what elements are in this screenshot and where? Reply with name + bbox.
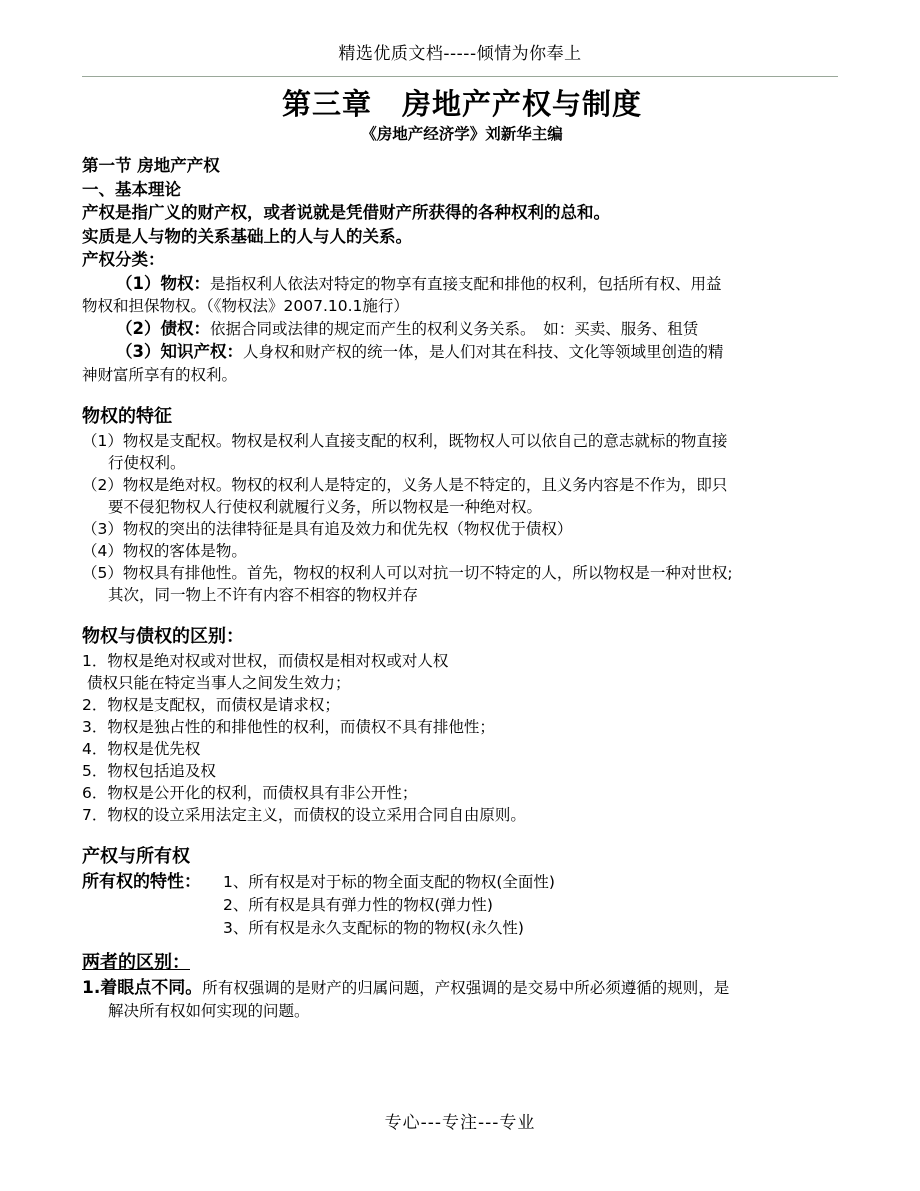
difference-line-5: 5．物权包括追及权 <box>82 761 216 780</box>
difference-line-4: 4．物权是优先权 <box>82 739 201 758</box>
spacer <box>82 826 842 843</box>
list-item-label: （2）债权 <box>116 318 194 338</box>
feature-line-1-cont: 行使权利。 <box>108 453 186 472</box>
difference-line-1-cont: 债权只能在特定当事人之间发生效力； <box>82 673 351 692</box>
spacer <box>82 386 842 403</box>
ownership-traits-row <box>82 870 842 940</box>
paragraph-definition-2: 实质是人与物的关系基础上的人与人的关系。 <box>82 226 412 246</box>
list-item-label: （3）知识产权 <box>116 342 227 362</box>
feature-line-1: （1）物权是支配权。物权是权利人直接支配的权利，既物权人可以依自己的意志就标的物直接 <box>82 431 728 450</box>
difference-line-1: 1．物权是绝对权或对世权，而债权是相对权或对人权 <box>82 651 449 670</box>
document-body <box>82 86 842 1022</box>
spacer <box>82 606 842 623</box>
list-item-property-right <box>82 272 842 295</box>
list-item-creditor-right <box>82 317 842 340</box>
heading-ownership: 产权与所有权 <box>82 845 190 867</box>
feature-line-5: （5）物权具有排他性。首先，物权的权利人可以对抗一切不特定的人，所以物权是一种对世权; <box>82 563 733 582</box>
paragraph-definition-1: 产权是指广义的财产权，或者说就是凭借财产所获得的各种权利的总和。 <box>82 203 610 223</box>
feature-line-5-cont: 其次，同一物上不许有内容不相容的物权并存 <box>108 585 419 604</box>
subsection-heading-1: 一、基本理论 <box>82 179 181 199</box>
ownership-trait-2: 2、所有权是具有弹力性的物权(弹力性) <box>223 895 493 914</box>
list-item-text: 人身权和财产权的统一体，是人们对其在科技、文化等领域里创造的精 <box>242 343 724 362</box>
difference-line-3: 3．物权是独占性的和排他性的权利，而债权不具有排他性； <box>82 717 495 736</box>
header-divider <box>82 76 838 77</box>
feature-line-3: （3）物权的突出的法律特征是具有追及效力和优先权（物权优于债权） <box>82 519 573 538</box>
ownership-trait-1: 1、所有权是对于标的物全面支配的物权(全面性) <box>223 872 555 891</box>
list-item-text: 是指权利人依法对特定的物享有直接支配和排他的权利，包括所有权、用益 <box>209 274 722 293</box>
feature-line-2: （2）物权是绝对权。物权的权利人是特定的，义务人是不特定的，且义务内容是不作为，即只 <box>82 475 728 494</box>
ownership-traits-label: 所有权的特性： <box>82 871 201 892</box>
difference-line-7: 7．物权的设立采用法定主义，而债权的设立采用合同自由原则。 <box>82 805 526 824</box>
spacer <box>82 940 842 949</box>
list-item-property-right-cont: 物权和担保物权。（《物权法》2007.10.1施行） <box>82 296 409 315</box>
difference-line-6: 6．物权是公开化的权利，而债权具有非公开性； <box>82 783 418 802</box>
list-item-text: 依据合同或法律的规定而产生的权利义务关系。 如：买卖、服务、租赁 <box>209 319 699 338</box>
running-header: 精选优质文档-----倾情为你奉上 <box>338 44 582 64</box>
running-footer: 专心---专注---专业 <box>384 1113 536 1133</box>
list-item-ip-right <box>82 340 842 363</box>
ownership-trait-3: 3、所有权是永久支配标的物的物权(永久性) <box>223 918 524 937</box>
list-item-colon: ： <box>226 342 243 362</box>
ownership-traits-list <box>201 871 555 940</box>
classification-label: 产权分类： <box>82 250 165 270</box>
list-item-colon: ： <box>193 318 210 338</box>
difference-line-2: 2．物权是支配权，而债权是请求权； <box>82 695 340 714</box>
list-item-ip-right-cont: 神财富所享有的权利。 <box>82 365 238 384</box>
feature-line-4: （4）物权的客体是物。 <box>82 541 247 560</box>
both-item-1 <box>82 976 872 1000</box>
both-item-1-cont: 解决所有权如何实现的问题。 <box>108 1001 310 1020</box>
page-subtitle: 《房地产经济学》刘新华主编 <box>361 125 563 144</box>
feature-line-2-cont: 要不侵犯物权人行使权利就履行义务，所以物权是一种绝对权。 <box>108 497 543 516</box>
heading-difference: 物权与债权的区别： <box>82 625 244 647</box>
list-item-label: （1）物权 <box>116 273 194 293</box>
heading-both-difference: 两者的区别： <box>82 951 190 973</box>
page-title: 第三章 房地产产权与制度 <box>281 87 642 121</box>
heading-property-features: 物权的特征 <box>82 405 172 427</box>
list-item-colon: ： <box>193 273 210 293</box>
section-heading-1: 第一节 房地产产权 <box>82 156 220 176</box>
both-item-1-label: 1.着眼点不同。 <box>82 977 203 998</box>
both-item-1-text: 所有权强调的是财产的归属问题，产权强调的是交易中所必须遵循的规则，是 <box>202 978 730 997</box>
